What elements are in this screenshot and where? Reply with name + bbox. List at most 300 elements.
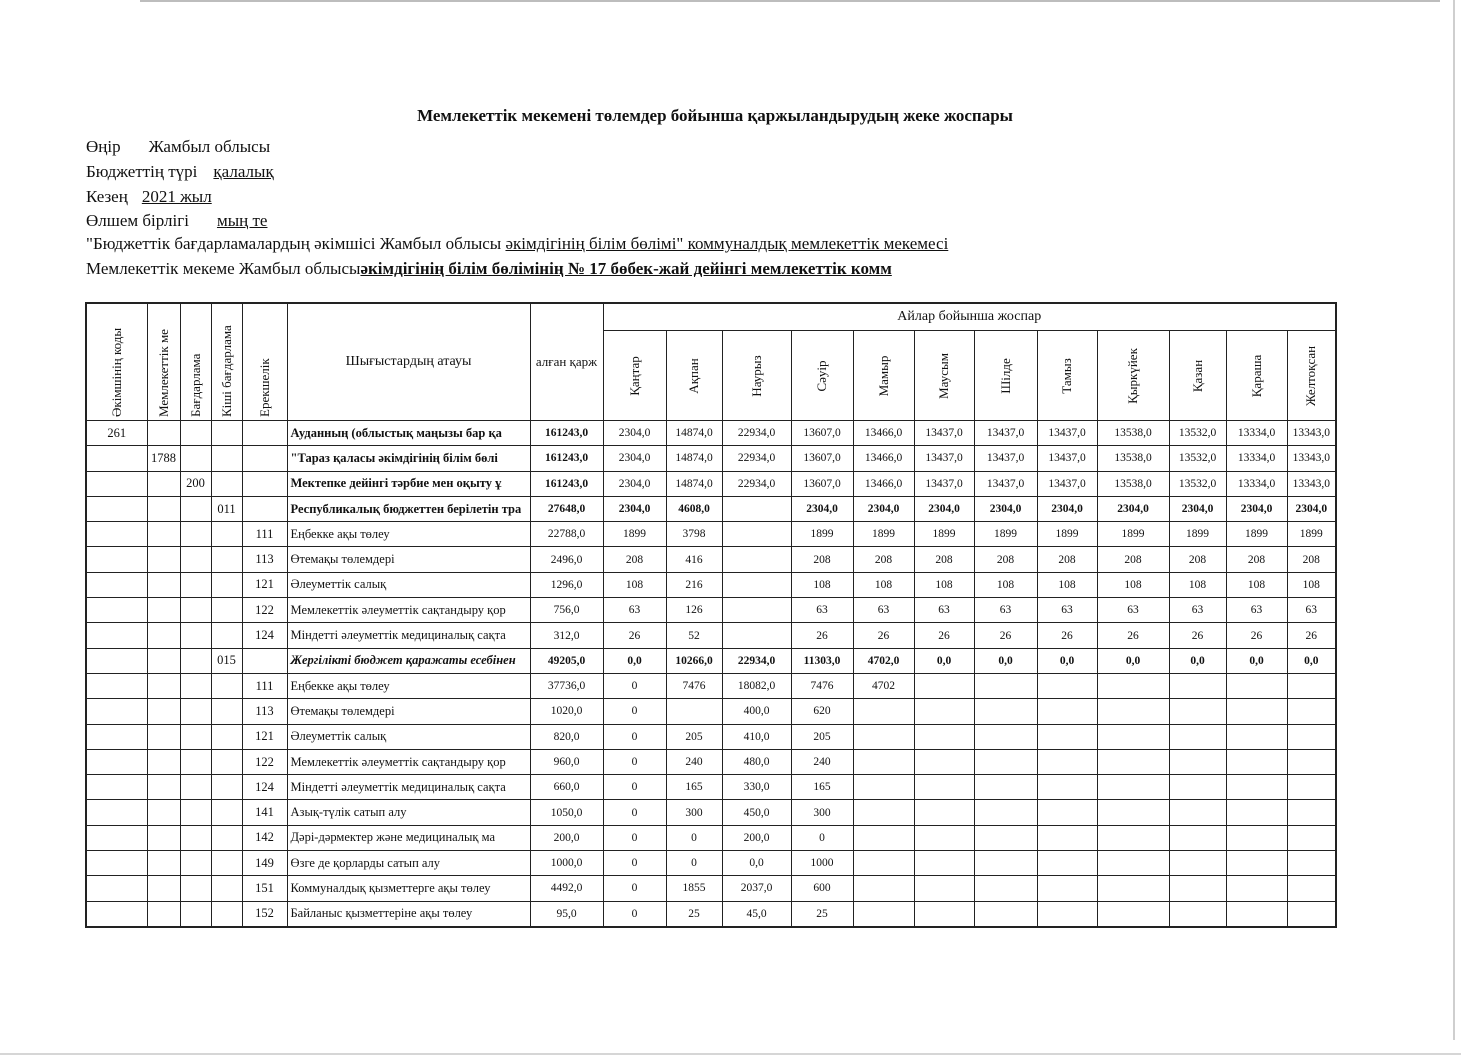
month-value-cell <box>1169 724 1226 749</box>
month-value-cell <box>1037 724 1097 749</box>
institution-code-cell <box>147 825 180 850</box>
month-value-cell: 205 <box>791 724 853 749</box>
month-value-cell: 108 <box>853 572 914 597</box>
subprogram-code-cell <box>211 851 242 876</box>
expense-name-cell: Мемлекеттік әлеуметтік сақтандыру қор <box>287 749 530 774</box>
expense-name-cell: "Тараз қаласы әкімдігінің білім бөлі <box>287 446 530 471</box>
month-value-cell: 208 <box>974 547 1037 572</box>
admin-code-cell <box>86 876 147 901</box>
admin-code-cell <box>86 851 147 876</box>
program-code-cell <box>180 623 211 648</box>
month-value-cell <box>1226 673 1287 698</box>
month-header: Қазан <box>1169 331 1226 421</box>
institution-code-cell <box>147 598 180 623</box>
month-value-cell: 26 <box>1037 623 1097 648</box>
period-label: Кезең <box>86 187 128 206</box>
month-value-cell <box>1169 749 1226 774</box>
institution-code-cell <box>147 547 180 572</box>
specific-code-cell: 122 <box>242 749 287 774</box>
expense-name-cell: Еңбекке ақы төлеу <box>287 522 530 547</box>
specific-code-cell: 121 <box>242 724 287 749</box>
month-value-cell: 0 <box>603 699 666 724</box>
month-value-cell <box>1169 901 1226 927</box>
month-value-cell <box>914 876 974 901</box>
expense-name-cell: Республикалық бюджеттен берілетін тра <box>287 496 530 521</box>
col-header-program: Бағдарлама <box>180 303 211 421</box>
specific-code-cell: 113 <box>242 699 287 724</box>
col-header-institution: Мемлекеттік ме <box>147 303 180 421</box>
month-value-cell: 2304,0 <box>603 496 666 521</box>
month-value-cell: 13334,0 <box>1226 446 1287 471</box>
program-code-cell <box>180 446 211 471</box>
month-value-cell: 0,0 <box>1287 648 1336 673</box>
month-value-cell: 63 <box>1169 598 1226 623</box>
month-value-cell: 2304,0 <box>1037 496 1097 521</box>
table-row <box>86 598 1336 623</box>
month-value-cell: 13437,0 <box>1037 421 1097 446</box>
amount-cell: 161243,0 <box>530 446 603 471</box>
month-value-cell <box>1287 699 1336 724</box>
month-header: Қаңтар <box>603 331 666 421</box>
amount-cell: 1050,0 <box>530 800 603 825</box>
month-value-cell: 13437,0 <box>914 471 974 496</box>
month-value-cell <box>1097 724 1169 749</box>
institution-line <box>86 259 892 279</box>
month-value-cell: 1899 <box>914 522 974 547</box>
month-value-cell: 0,0 <box>1097 648 1169 673</box>
program-code-cell <box>180 775 211 800</box>
subprogram-code-cell: 015 <box>211 648 242 673</box>
expense-name-cell: Еңбекке ақы төлеу <box>287 673 530 698</box>
month-value-cell <box>722 522 791 547</box>
scan-edge-top <box>140 0 1440 2</box>
month-value-cell: 2304,0 <box>914 496 974 521</box>
month-value-cell <box>1037 851 1097 876</box>
subprogram-code-cell <box>211 901 242 927</box>
admin-code-cell <box>86 572 147 597</box>
region-value: Жамбыл облысы <box>148 137 271 156</box>
admin-code-cell <box>86 623 147 648</box>
institution-code-cell <box>147 775 180 800</box>
month-value-cell: 13334,0 <box>1226 471 1287 496</box>
month-value-cell: 330,0 <box>722 775 791 800</box>
month-value-cell: 108 <box>1169 572 1226 597</box>
month-value-cell <box>722 598 791 623</box>
table-row <box>86 901 1336 927</box>
month-value-cell: 13343,0 <box>1287 446 1336 471</box>
unit-value: мың те <box>216 211 268 230</box>
col-header-admin-code: Әкімшінің коды <box>86 303 147 421</box>
month-value-cell: 2304,0 <box>603 471 666 496</box>
month-value-cell: 0,0 <box>722 851 791 876</box>
program-code-cell <box>180 800 211 825</box>
institution-code-cell <box>147 901 180 927</box>
month-value-cell: 13334,0 <box>1226 421 1287 446</box>
table-row <box>86 699 1336 724</box>
month-value-cell <box>974 851 1037 876</box>
subprogram-code-cell <box>211 775 242 800</box>
month-value-cell <box>974 775 1037 800</box>
subprogram-code-cell <box>211 825 242 850</box>
month-value-cell: 1899 <box>603 522 666 547</box>
table-row <box>86 749 1336 774</box>
month-value-cell <box>1226 851 1287 876</box>
month-value-cell <box>1097 775 1169 800</box>
subprogram-code-cell <box>211 800 242 825</box>
month-value-cell <box>1226 876 1287 901</box>
month-value-cell: 0 <box>603 724 666 749</box>
month-value-cell: 2037,0 <box>722 876 791 901</box>
month-value-cell <box>853 699 914 724</box>
month-value-cell: 0,0 <box>1226 648 1287 673</box>
table-row <box>86 876 1336 901</box>
admin-prefix: "Бюджеттік бағдарламалардың әкімшісі Жамбыл облысы <box>86 234 502 253</box>
month-value-cell: 13538,0 <box>1097 471 1169 496</box>
month-value-cell: 208 <box>603 547 666 572</box>
month-value-cell <box>914 673 974 698</box>
month-value-cell <box>666 699 722 724</box>
month-value-cell: 1899 <box>1097 522 1169 547</box>
month-value-cell <box>853 825 914 850</box>
program-code-cell <box>180 496 211 521</box>
month-value-cell: 25 <box>791 901 853 927</box>
month-value-cell: 18082,0 <box>722 673 791 698</box>
institution-code-cell <box>147 623 180 648</box>
month-value-cell: 1000 <box>791 851 853 876</box>
month-value-cell: 208 <box>791 547 853 572</box>
institution-code-cell <box>147 851 180 876</box>
month-value-cell: 108 <box>914 572 974 597</box>
amount-cell: 312,0 <box>530 623 603 648</box>
admin-line <box>86 234 948 254</box>
month-value-cell: 13607,0 <box>791 446 853 471</box>
month-value-cell <box>722 623 791 648</box>
month-value-cell: 1899 <box>974 522 1037 547</box>
budget-type-label: Бюджеттің түрі <box>86 162 198 181</box>
month-value-cell: 13532,0 <box>1169 446 1226 471</box>
program-code-cell <box>180 598 211 623</box>
admin-code-cell <box>86 522 147 547</box>
month-value-cell: 108 <box>1037 572 1097 597</box>
month-value-cell <box>1226 825 1287 850</box>
month-header: Маусым <box>914 331 974 421</box>
program-code-cell <box>180 522 211 547</box>
month-value-cell: 22934,0 <box>722 471 791 496</box>
month-value-cell: 1899 <box>1287 522 1336 547</box>
col-header-specific: Ерекшелік <box>242 303 287 421</box>
month-value-cell: 63 <box>1226 598 1287 623</box>
month-value-cell: 2304,0 <box>1169 496 1226 521</box>
subprogram-code-cell <box>211 724 242 749</box>
month-value-cell <box>914 825 974 850</box>
month-value-cell: 1899 <box>791 522 853 547</box>
month-header: Ақпан <box>666 331 722 421</box>
month-value-cell <box>853 876 914 901</box>
month-value-cell: 3798 <box>666 522 722 547</box>
month-value-cell: 2304,0 <box>1097 496 1169 521</box>
institution-code-cell <box>147 648 180 673</box>
specific-code-cell: 122 <box>242 598 287 623</box>
admin-code-cell <box>86 775 147 800</box>
col-header-amount: алған қарж <box>530 303 603 421</box>
month-value-cell: 216 <box>666 572 722 597</box>
month-value-cell <box>1169 800 1226 825</box>
month-value-cell: 0 <box>603 673 666 698</box>
month-value-cell: 45,0 <box>722 901 791 927</box>
admin-code-cell <box>86 724 147 749</box>
month-value-cell: 416 <box>666 547 722 572</box>
month-value-cell: 108 <box>1226 572 1287 597</box>
month-value-cell <box>1287 901 1336 927</box>
month-value-cell: 13437,0 <box>974 421 1037 446</box>
month-value-cell: 0 <box>666 825 722 850</box>
amount-cell: 1296,0 <box>530 572 603 597</box>
admin-code-cell <box>86 547 147 572</box>
specific-code-cell: 152 <box>242 901 287 927</box>
month-value-cell <box>1226 724 1287 749</box>
month-value-cell: 63 <box>1037 598 1097 623</box>
months-plan-title: Айлар бойынша жоспар <box>603 303 1336 331</box>
month-value-cell: 13437,0 <box>974 471 1037 496</box>
table-row <box>86 724 1336 749</box>
admin-code-cell <box>86 673 147 698</box>
month-value-cell: 63 <box>1287 598 1336 623</box>
specific-code-cell: 121 <box>242 572 287 597</box>
month-value-cell: 300 <box>666 800 722 825</box>
admin-code-cell <box>86 800 147 825</box>
month-value-cell <box>722 572 791 597</box>
expense-name-cell: Міндетті әлеуметтік медициналық сақта <box>287 623 530 648</box>
month-value-cell <box>974 901 1037 927</box>
month-value-cell: 208 <box>853 547 914 572</box>
month-value-cell: 108 <box>1097 572 1169 597</box>
specific-code-cell: 151 <box>242 876 287 901</box>
month-value-cell <box>914 699 974 724</box>
month-value-cell <box>1226 901 1287 927</box>
month-value-cell: 400,0 <box>722 699 791 724</box>
program-code-cell <box>180 547 211 572</box>
program-code-cell <box>180 572 211 597</box>
month-value-cell: 14874,0 <box>666 471 722 496</box>
month-value-cell <box>1037 775 1097 800</box>
month-value-cell <box>914 901 974 927</box>
subprogram-code-cell <box>211 547 242 572</box>
month-value-cell: 4702 <box>853 673 914 698</box>
specific-code-cell: 149 <box>242 851 287 876</box>
month-value-cell <box>1287 673 1336 698</box>
month-header: Тамыз <box>1037 331 1097 421</box>
month-value-cell <box>974 800 1037 825</box>
month-value-cell <box>1169 775 1226 800</box>
expense-name-cell: Байланыс қызметтеріне ақы төлеу <box>287 901 530 927</box>
month-value-cell: 63 <box>853 598 914 623</box>
month-header: Қараша <box>1226 331 1287 421</box>
expense-name-cell: Мемлекеттік әлеуметтік сақтандыру қор <box>287 598 530 623</box>
admin-code-cell <box>86 598 147 623</box>
month-value-cell: 13607,0 <box>791 471 853 496</box>
month-value-cell <box>1226 800 1287 825</box>
month-header: Сәуір <box>791 331 853 421</box>
table-row <box>86 825 1336 850</box>
specific-code-cell <box>242 446 287 471</box>
institution-code-cell <box>147 421 180 446</box>
month-value-cell: 13607,0 <box>791 421 853 446</box>
institution-code-cell: 1788 <box>147 446 180 471</box>
month-value-cell <box>1169 699 1226 724</box>
month-value-cell: 13437,0 <box>914 446 974 471</box>
month-value-cell: 13437,0 <box>1037 446 1097 471</box>
month-value-cell: 1855 <box>666 876 722 901</box>
month-value-cell <box>1037 749 1097 774</box>
month-value-cell: 0 <box>603 749 666 774</box>
table-row <box>86 547 1336 572</box>
table-row <box>86 800 1336 825</box>
specific-code-cell: 111 <box>242 522 287 547</box>
month-value-cell <box>1169 876 1226 901</box>
specific-code-cell: 111 <box>242 673 287 698</box>
month-value-cell <box>853 775 914 800</box>
amount-cell: 49205,0 <box>530 648 603 673</box>
table-row <box>86 851 1336 876</box>
month-value-cell <box>1169 673 1226 698</box>
table-row <box>86 446 1336 471</box>
month-value-cell: 26 <box>853 623 914 648</box>
month-value-cell: 26 <box>1169 623 1226 648</box>
month-value-cell: 208 <box>1097 547 1169 572</box>
month-value-cell <box>1097 673 1169 698</box>
month-value-cell: 4608,0 <box>666 496 722 521</box>
subprogram-code-cell <box>211 876 242 901</box>
month-value-cell: 0,0 <box>914 648 974 673</box>
month-value-cell <box>1287 825 1336 850</box>
month-value-cell <box>1037 673 1097 698</box>
month-value-cell: 0 <box>603 800 666 825</box>
month-value-cell: 480,0 <box>722 749 791 774</box>
month-value-cell: 63 <box>1097 598 1169 623</box>
month-value-cell <box>1037 699 1097 724</box>
region-line <box>86 137 270 157</box>
month-value-cell: 126 <box>666 598 722 623</box>
month-value-cell: 13466,0 <box>853 421 914 446</box>
admin-code-cell <box>86 901 147 927</box>
admin-code-cell <box>86 749 147 774</box>
month-value-cell: 0,0 <box>603 648 666 673</box>
budget-type-line <box>86 162 274 182</box>
month-value-cell: 450,0 <box>722 800 791 825</box>
month-value-cell: 26 <box>1097 623 1169 648</box>
month-value-cell: 165 <box>666 775 722 800</box>
table-row <box>86 522 1336 547</box>
month-value-cell: 2304,0 <box>603 421 666 446</box>
expense-name-cell: Азық-түлік сатып алу <box>287 800 530 825</box>
month-value-cell <box>1226 699 1287 724</box>
month-value-cell: 0 <box>603 825 666 850</box>
specific-code-cell: 124 <box>242 623 287 648</box>
month-value-cell <box>1097 876 1169 901</box>
month-value-cell: 13437,0 <box>914 421 974 446</box>
institution-code-cell <box>147 699 180 724</box>
subprogram-code-cell <box>211 471 242 496</box>
amount-cell: 27648,0 <box>530 496 603 521</box>
month-value-cell <box>853 724 914 749</box>
table-row <box>86 496 1336 521</box>
month-value-cell: 52 <box>666 623 722 648</box>
month-value-cell: 13437,0 <box>1037 471 1097 496</box>
month-value-cell <box>974 876 1037 901</box>
amount-cell: 960,0 <box>530 749 603 774</box>
month-value-cell: 240 <box>791 749 853 774</box>
month-header: Мамыр <box>853 331 914 421</box>
month-value-cell: 2304,0 <box>974 496 1037 521</box>
month-value-cell <box>974 673 1037 698</box>
program-code-cell <box>180 749 211 774</box>
expense-name-cell: Өтемақы төлемдері <box>287 699 530 724</box>
month-value-cell <box>1287 800 1336 825</box>
subprogram-code-cell: 011 <box>211 496 242 521</box>
program-code-cell <box>180 876 211 901</box>
amount-cell: 200,0 <box>530 825 603 850</box>
specific-code-cell: 124 <box>242 775 287 800</box>
month-value-cell: 22934,0 <box>722 446 791 471</box>
specific-code-cell <box>242 471 287 496</box>
month-value-cell <box>1037 825 1097 850</box>
amount-cell: 22788,0 <box>530 522 603 547</box>
month-value-cell: 200,0 <box>722 825 791 850</box>
table-row <box>86 673 1336 698</box>
expense-name-cell: Әлеуметтік салық <box>287 724 530 749</box>
month-value-cell: 10266,0 <box>666 648 722 673</box>
col-header-expense-name: Шығыстардың атауы <box>287 303 530 421</box>
month-value-cell <box>1169 825 1226 850</box>
amount-cell: 1020,0 <box>530 699 603 724</box>
month-value-cell: 26 <box>974 623 1037 648</box>
month-value-cell: 108 <box>1287 572 1336 597</box>
month-value-cell <box>1097 901 1169 927</box>
table-row <box>86 648 1336 673</box>
expense-name-cell: Ауданның (облыстық маңызы бар қа <box>287 421 530 446</box>
month-value-cell <box>1226 749 1287 774</box>
month-value-cell <box>914 775 974 800</box>
admin-code-cell <box>86 446 147 471</box>
month-value-cell: 2304,0 <box>1287 496 1336 521</box>
month-value-cell: 14874,0 <box>666 446 722 471</box>
month-value-cell: 165 <box>791 775 853 800</box>
month-value-cell: 63 <box>974 598 1037 623</box>
month-value-cell: 22934,0 <box>722 421 791 446</box>
col-header-subprogram: Кіші бағдарлама <box>211 303 242 421</box>
month-value-cell: 1899 <box>1226 522 1287 547</box>
document-title: Мемлекеттік мекемені төлемдер бойынша қаржыландырудың жеке жоспары <box>417 106 1013 125</box>
admin-code-cell: 261 <box>86 421 147 446</box>
table-row <box>86 572 1336 597</box>
month-value-cell: 208 <box>1169 547 1226 572</box>
month-value-cell <box>853 800 914 825</box>
month-header: Желтоқсан <box>1287 331 1336 421</box>
month-value-cell <box>722 496 791 521</box>
specific-code-cell: 113 <box>242 547 287 572</box>
month-value-cell <box>853 749 914 774</box>
budget-type-value: қалалық <box>213 162 274 181</box>
scan-edge-bottom <box>0 1053 1461 1055</box>
expense-name-cell: Дәрі-дәрмектер және медициналық ма <box>287 825 530 850</box>
table-row <box>86 471 1336 496</box>
amount-cell: 2496,0 <box>530 547 603 572</box>
month-value-cell: 13466,0 <box>853 446 914 471</box>
month-value-cell: 7476 <box>791 673 853 698</box>
month-value-cell: 26 <box>603 623 666 648</box>
amount-cell: 161243,0 <box>530 421 603 446</box>
month-value-cell <box>1097 800 1169 825</box>
